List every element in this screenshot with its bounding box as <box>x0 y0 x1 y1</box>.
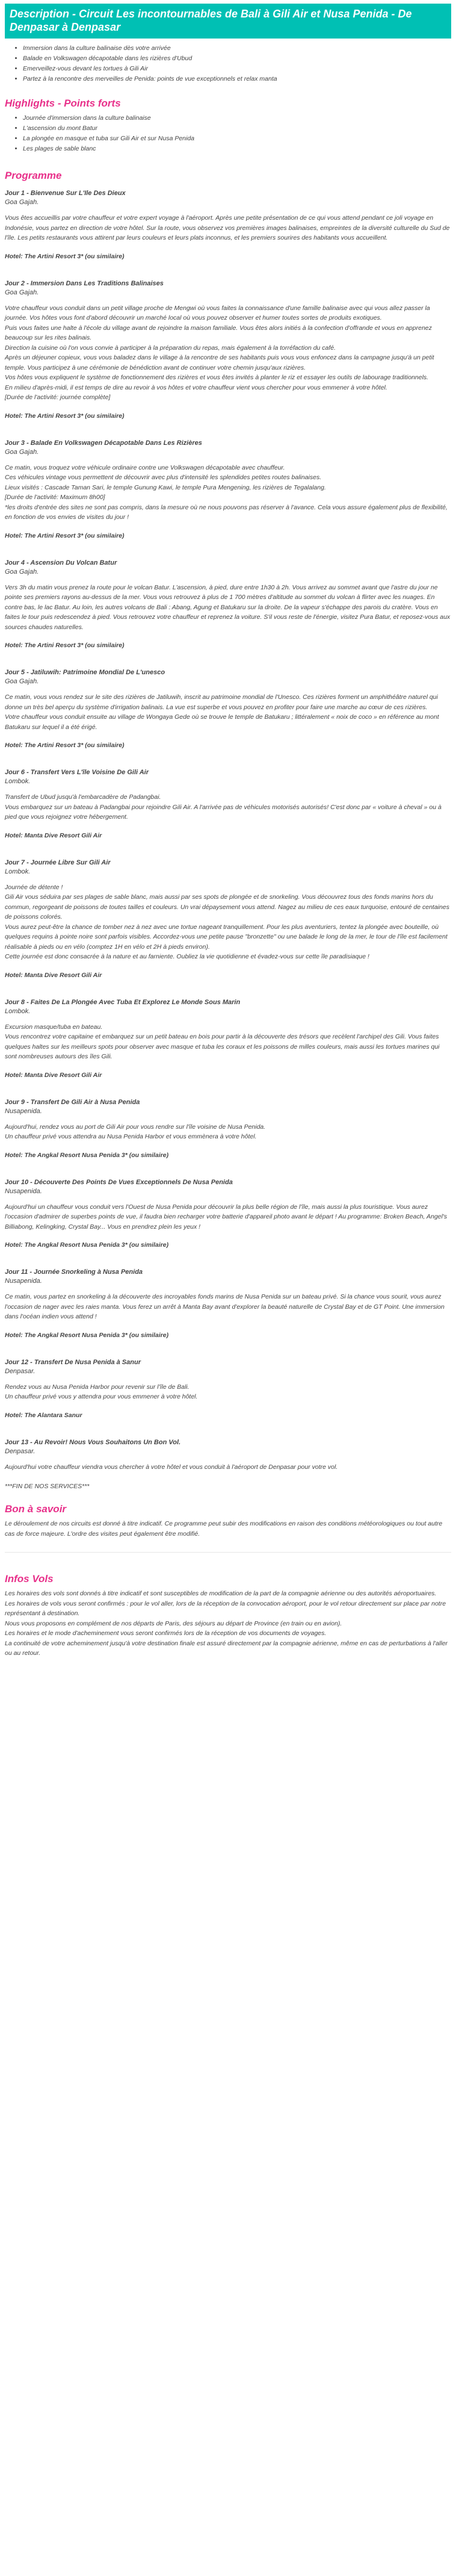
day-paragraph: Ces véhicules vintage vous permettent de découvrir avec plus d'intensité les splendides petites routes balinaises. <box>5 474 322 481</box>
day-title: Jour 6 - Transfert Vers L'île Voisine De Gili Air <box>5 769 149 776</box>
infos-vols-paragraph: La continuité de votre acheminement jusqu'à votre destination finale est assuré directement par la compagnie aérienne, même en cas de perturbations à l'aller ou au retour. <box>5 1639 448 1657</box>
day-description <box>5 1022 451 1062</box>
day-paragraph: Un chauffeur privé vous y attendra pour vous emmener à votre hôtel. <box>5 1393 198 1400</box>
day-block <box>5 439 451 539</box>
day-title: Jour 8 - Faites De La Plongée Avec Tuba Et Explorez Le Monde Sous Marin <box>5 998 241 1006</box>
day-block <box>5 1178 451 1249</box>
day-hotel: Hotel: The Angkal Resort Nusa Penida 3* (ou similaire) <box>5 1331 169 1339</box>
day-hotel: Hotel: The Artini Resort 3* (ou similaire) <box>5 532 125 539</box>
day-paragraph: Lieux visités : Cascade Taman Sari, le temple Gunung Kawi, le temple Pura Mengening, les rizières de Tegalalang. <box>5 483 326 491</box>
day-paragraph: Votre chauffeur vous conduit dans un petit village proche de Mengwi où vous faites la connaissance d'une famille balinaise avec qui vous allez passer la journée. Vos hôtes vous font d'abord découvrir un marché local où vous pouvez observer et humer toutes sortes de produits exotiques. <box>5 304 430 321</box>
day-location: Nusapenida. <box>5 1107 42 1115</box>
highlights-list <box>5 113 451 154</box>
day-paragraph: Vos hôtes vous expliquent le système de fonctionnement des rizières et vous êtes invités à planter le riz et essayer les outils de labourage traditionnels. <box>5 374 429 381</box>
day-block <box>5 668 451 749</box>
day-hotel: Hotel: Manta Dive Resort Gili Air <box>5 971 102 979</box>
day-paragraph: Votre chauffeur vous conduit ensuite au village de Wongaya Gede où se trouve le temple de Batukaru ; littéralement « noix de coco » en référence au mont Batukaru sur lequel il a été érigé. <box>5 713 439 731</box>
day-block <box>5 768 451 839</box>
day-paragraph: Aujourd'hui un chauffeur vous conduit vers l'Ouest de Nusa Penida pour découvrir la plus belle région de l'île, mais aussi la plus touristique. Vous aurez l'occasion d'admirer de superbes points de vue, il faudra bien recharger votre batterie d'appareil photo avant le départ ! Au programme: Broken Beach, Angel's Billiabong, Kelingking, Crystal Bay... Vous en prendrez plein les yeux ! <box>5 1203 448 1231</box>
day-block <box>5 189 451 260</box>
day-paragraph: Un chauffeur privé vous attendra au Nusa Penida Harbor et vous emmènera à votre hôtel. <box>5 1133 257 1140</box>
programme-days <box>5 189 451 1472</box>
day-paragraph: *les droits d'entrée des sites ne sont pas compris, dans la mesure où ne nous pouvons pas réserver à l'avance. Cela vous assure également plus de flexibilité, en fonction de vos envies de visites du jour ! <box>5 503 448 521</box>
programme-heading: Programme <box>5 170 62 181</box>
infos-vols-paragraph: Les horaires et le mode d'acheminement vous seront confirmés lors de la réception de vos documents de voyages. <box>5 1630 327 1637</box>
divider <box>5 1552 451 1553</box>
highlight-item: • L'ascension du mont Batur <box>23 123 451 134</box>
day-location: Nusapenida. <box>5 1277 42 1285</box>
day-paragraph: Vers 3h du matin vous prenez la route pour le volcan Batur. L'ascension, à pied, dure entre 1h30 à 2h. Vous arrivez au sommet avant que l'astre du jour ne pointe ses premiers rayons au-dessus de la mer. Vous vous retrouvez à plus de 1 700 mètres d'altitude au sommet du volcan à flirter avec les nuages. En contre bas, le lac Batur. Au loin, les autres volcans de Bali : Abang, Agung et Batukaru sur la droite. De la vapeur s'échappe des parois du cratère. Vous en faites le tour puis redescendez à pied. Vous retrouvez votre chauffeur et reprenez la voiture. S'il vous reste de l'énergie, visitez Pura Batur, et reposez-vous aux sources chaudes naturelles. <box>5 583 451 631</box>
day-title: Jour 3 - Balade En Volkswagen Décapotable Dans Les Rizières <box>5 439 202 447</box>
day-paragraph: Cette journée est donc consacrée à la nature et au farniente. Oubliez la vie quotidienne et évadez-vous sur cette île paradisiaque ! <box>5 953 369 960</box>
day-description <box>5 692 451 732</box>
day-paragraph: Journée de détente ! <box>5 883 63 891</box>
intro-bullet: • Partez à la rencontre des merveilles de Penida: points de vue exceptionnels et relax manta <box>23 74 451 84</box>
day-hotel: Hotel: The Artini Resort 3* (ou similaire) <box>5 412 125 420</box>
highlight-item: • La plongée en masque et tuba sur Gili Air et sur Nusa Penida <box>23 134 451 144</box>
day-paragraph: Rendez vous au Nusa Penida Harbor pour revenir sur l'île de Bali. <box>5 1383 189 1391</box>
infos-vols-text <box>5 1589 451 1659</box>
day-paragraph: Ce matin, vous vous rendez sur le site des rizières de Jatiluwih, inscrit au patrimoine mondial de l'Unesco. Ces rizières forment un amphithéâtre naturel qui donne un très bel aperçu du système d'irrigation balinais. La vue est superbe et vous pouvez en profiter pour faire une marche au cœur de ces rizières. <box>5 694 438 711</box>
day-paragraph: Aujourd'hui votre chauffeur viendra vous chercher à votre hôtel et vous conduit à l'aéroport de Denpasar pour votre vol. <box>5 1463 338 1471</box>
day-description <box>5 883 451 962</box>
highlights-heading: Highlights - Points forts <box>5 98 121 109</box>
day-hotel: Hotel: The Alantara Sanur <box>5 1411 82 1419</box>
day-description <box>5 303 451 403</box>
day-description <box>5 1202 451 1232</box>
day-location: Goa Gajah. <box>5 448 39 456</box>
day-paragraph: Vous rencontrez votre capitaine et embarquez sur un petit bateau en bois pour partir à la découverte des trésors que recèlent l'archipel des Gili. Vous faites quelques haltes sur les meilleurs spots pour observer avec masque et tuba les coraux et les poissons de milles couleurs, mais aussi les tortues marines qui sont nombreuses autours des îles Gili. <box>5 1033 440 1060</box>
highlight-item: • Les plages de sable blanc <box>23 144 451 154</box>
intro-bullet: • Immersion dans la culture balinaise dès votre arrivée <box>23 43 451 54</box>
day-paragraph: Excursion masque/tuba en bateau. <box>5 1023 103 1031</box>
day-block <box>5 1098 451 1159</box>
day-block <box>5 1358 451 1419</box>
day-block <box>5 1438 451 1473</box>
intro-bullet: • Emerveillez-vous devant les tortues à Gili Air <box>23 64 451 74</box>
day-block <box>5 998 451 1079</box>
day-location: Goa Gajah. <box>5 199 39 206</box>
infos-vols-paragraph: Les horaires de vols vous seront confirmés : pour le vol aller, lors de la réception de la convocation aéroport, pour le vol retour directement sur place par notre représentant à destination. <box>5 1600 446 1617</box>
day-paragraph: Direction la cuisine où l'on vous convie à participer à la préparation du repas, mais également à la torréfaction du café. <box>5 344 336 352</box>
day-title: Jour 1 - Bienvenue Sur L'Ile Des Dieux <box>5 190 126 197</box>
day-description <box>5 1292 451 1322</box>
day-location: Nusapenida. <box>5 1187 42 1195</box>
day-description <box>5 792 451 822</box>
intro-bullet: • Balade en Volkswagen décapotable dans les rizières d'Ubud <box>23 54 451 64</box>
highlight-item: • Journée d'immersion dans la culture balinaise <box>23 113 451 123</box>
day-location: Goa Gajah. <box>5 288 39 296</box>
day-location: Goa Gajah. <box>5 568 39 576</box>
intro-bullet-list <box>5 43 451 84</box>
bon-a-savoir-heading: Bon à savoir <box>5 1503 67 1515</box>
day-paragraph: Puis vous faites une halte à l'école du village avant de rejoindre la maison familiale. Vous êtes alors initiés à la confection d'offrande et vous en apprenez beaucoup sur les rites balinais. <box>5 324 432 341</box>
day-location: Denpasar. <box>5 1447 35 1455</box>
day-description <box>5 213 451 243</box>
day-block <box>5 279 451 420</box>
day-hotel: Hotel: Manta Dive Resort Gili Air <box>5 831 102 839</box>
day-paragraph: Ce matin, vous partez en snorkeling à la découverte des incroyables fonds marins de Nusa Penida sur un bateau privé. Si la chance vous sourit, vous aurez l'occasion de nager avec les raies manta. Vous ferez un arrêt à Manta Bay avant d'explorer la beauté naturelle de Crystal Bay et de GT Point. Une immersion dans l'océan indien vous attend ! <box>5 1293 445 1320</box>
day-paragraph: Vous aurez peut-être la chance de tomber nez à nez avec une tortue nageant tranquillement. Pour les plus aventuriers, tentez la plongée avec bouteille, où quelques requins à pointe noire sont parfois visibles. Accordez-vous une petite pause "bronzette" ou une balade le long de la mer, le tour de l'île est facilement réalisable à pieds ou en vélo (comptez 1H en vélo et 2H à pieds environ). <box>5 923 448 951</box>
day-hotel: Hotel: The Angkal Resort Nusa Penida 3* (ou similaire) <box>5 1151 169 1159</box>
day-block <box>5 559 451 650</box>
day-title: Jour 2 - Immersion Dans Les Traditions Balinaises <box>5 279 164 287</box>
day-paragraph: Aujourd'hui, rendez vous au port de Gili Air pour vous rendre sur l'île voisine de Nusa Penida. <box>5 1123 266 1131</box>
day-paragraph: [Durée de l'activité: Maximum 8h00] <box>5 494 105 501</box>
day-title: Jour 13 - Au Revoir! Nous Vous Souhaitons Un Bon Vol. <box>5 1438 181 1446</box>
day-title: Jour 5 - Jatiluwih: Patrimoine Mondial De L'unesco <box>5 669 165 676</box>
day-paragraph: Transfert de Ubud jusqu'à l'embarcadère de Padangbai. <box>5 793 161 801</box>
day-hotel: Hotel: The Artini Resort 3* (ou similaire) <box>5 742 125 749</box>
day-description <box>5 1382 451 1402</box>
day-title: Jour 11 - Journée Snorkeling à Nusa Penida <box>5 1268 143 1276</box>
day-paragraph: Ce matin, vous troquez votre véhicule ordinaire contre une Volkswagen décapotable avec chauffeur. <box>5 464 285 471</box>
day-location: Lombok. <box>5 867 31 875</box>
day-description <box>5 583 451 633</box>
day-description <box>5 463 451 523</box>
infos-vols-paragraph: Nous vous proposons en complément de nos départs de Paris, des séjours au départ de Province (en train ou en avion). <box>5 1619 342 1627</box>
day-title: Jour 4 - Ascension Du Volcan Batur <box>5 559 117 566</box>
day-hotel: Hotel: The Artini Resort 3* (ou similaire) <box>5 642 125 649</box>
day-location: Goa Gajah. <box>5 678 39 685</box>
day-location: Denpasar. <box>5 1367 35 1375</box>
day-title: Jour 7 - Journée Libre Sur Gili Air <box>5 858 111 866</box>
day-location: Lombok. <box>5 1007 31 1015</box>
day-hotel: Hotel: Manta Dive Resort Gili Air <box>5 1071 102 1079</box>
infos-vols-paragraph: Les horaires des vols sont donnés à titre indicatif et sont susceptibles de modification de la part de la compagnie aérienne ou des autorités aéroportuaires. <box>5 1590 437 1597</box>
day-paragraph: Après un déjeuner copieux, vous vous baladez dans le village à la rencontre de ses habitants puis vous vous enfoncez dans la campagne jusqu'à un petit temple. Vous participez à une cérémonie de bénédiction avant de continuer votre chemin jusqu'aux rizières. <box>5 354 434 371</box>
day-paragraph: Gili Air vous séduira par ses plages de sable blanc, mais aussi par ses spots de plongée et de snorkeling. Vous découvrez tous des fonds marins hors du commun, regorgeant de poissons de toutes tailles et couleurs. Un vrai dépaysement vous attend. Nagez au milieu de ces eaux turquoise, entouré de centaines de poissons colorés. <box>5 893 449 920</box>
day-title: Jour 9 - Transfert De Gili Air à Nusa Penida <box>5 1098 140 1106</box>
day-paragraph: En milieu d'après-midi, il est temps de dire au revoir à vos hôtes et votre chauffeur vient vous chercher pour vous emmener à votre hôtel. <box>5 383 387 391</box>
day-paragraph: [Durée de l'activité: journée complète] <box>5 394 111 401</box>
day-hotel: Hotel: The Artini Resort 3* (ou similaire) <box>5 252 125 260</box>
bon-a-savoir-text: Le déroulement de nos circuits est donné à titre indicatif. Ce programme peut subir des modifications en raison des conditions météorologiques ou tout autre cas de force majeure. L'ordre des visites peut également être modifié. <box>5 1520 443 1538</box>
day-paragraph: Vous embarquez sur un bateau à Padangbai pour rejoindre Gili Air. A l'arrivée pas de véhicules motorisés autorisés! C'est donc par « voiture à cheval » ou à pied que vous rejoignez votre hébergement. <box>5 803 442 821</box>
day-title: Jour 12 - Transfert De Nusa Penida à Sanur <box>5 1358 141 1366</box>
infos-vols-heading: Infos Vols <box>5 1573 54 1584</box>
page-title: Description - Circuit Les incontournables de Bali à Gili Air et Nusa Penida - De Denpasar à Denpasar <box>5 4 451 39</box>
day-title: Jour 10 - Découverte Des Points De Vues Exceptionnels De Nusa Penida <box>5 1178 233 1186</box>
day-description <box>5 1462 451 1473</box>
day-description <box>5 1122 451 1142</box>
end-of-services-note: ***FIN DE NOS SERVICES*** <box>5 1483 90 1490</box>
day-block <box>5 858 451 979</box>
day-hotel: Hotel: The Angkal Resort Nusa Penida 3* (ou similaire) <box>5 1241 169 1249</box>
day-paragraph: Vous êtes accueillis par votre chauffeur et votre expert voyage à l'aéroport. Après une petite présentation de ce qui vous attend pendant ce joli voyage en Indonésie, vous partez en direction de votre hôtel. Sur la route, vous observez vos premières images balinaises, empreintes de la diversité culturelle du Sud de l'île. Les petits restaurants vous attirent par leurs couleurs et leurs plats inconnus, et les premiers sourires des habitants vous accueillent. <box>5 214 450 241</box>
day-location: Lombok. <box>5 778 31 785</box>
day-block <box>5 1268 451 1339</box>
